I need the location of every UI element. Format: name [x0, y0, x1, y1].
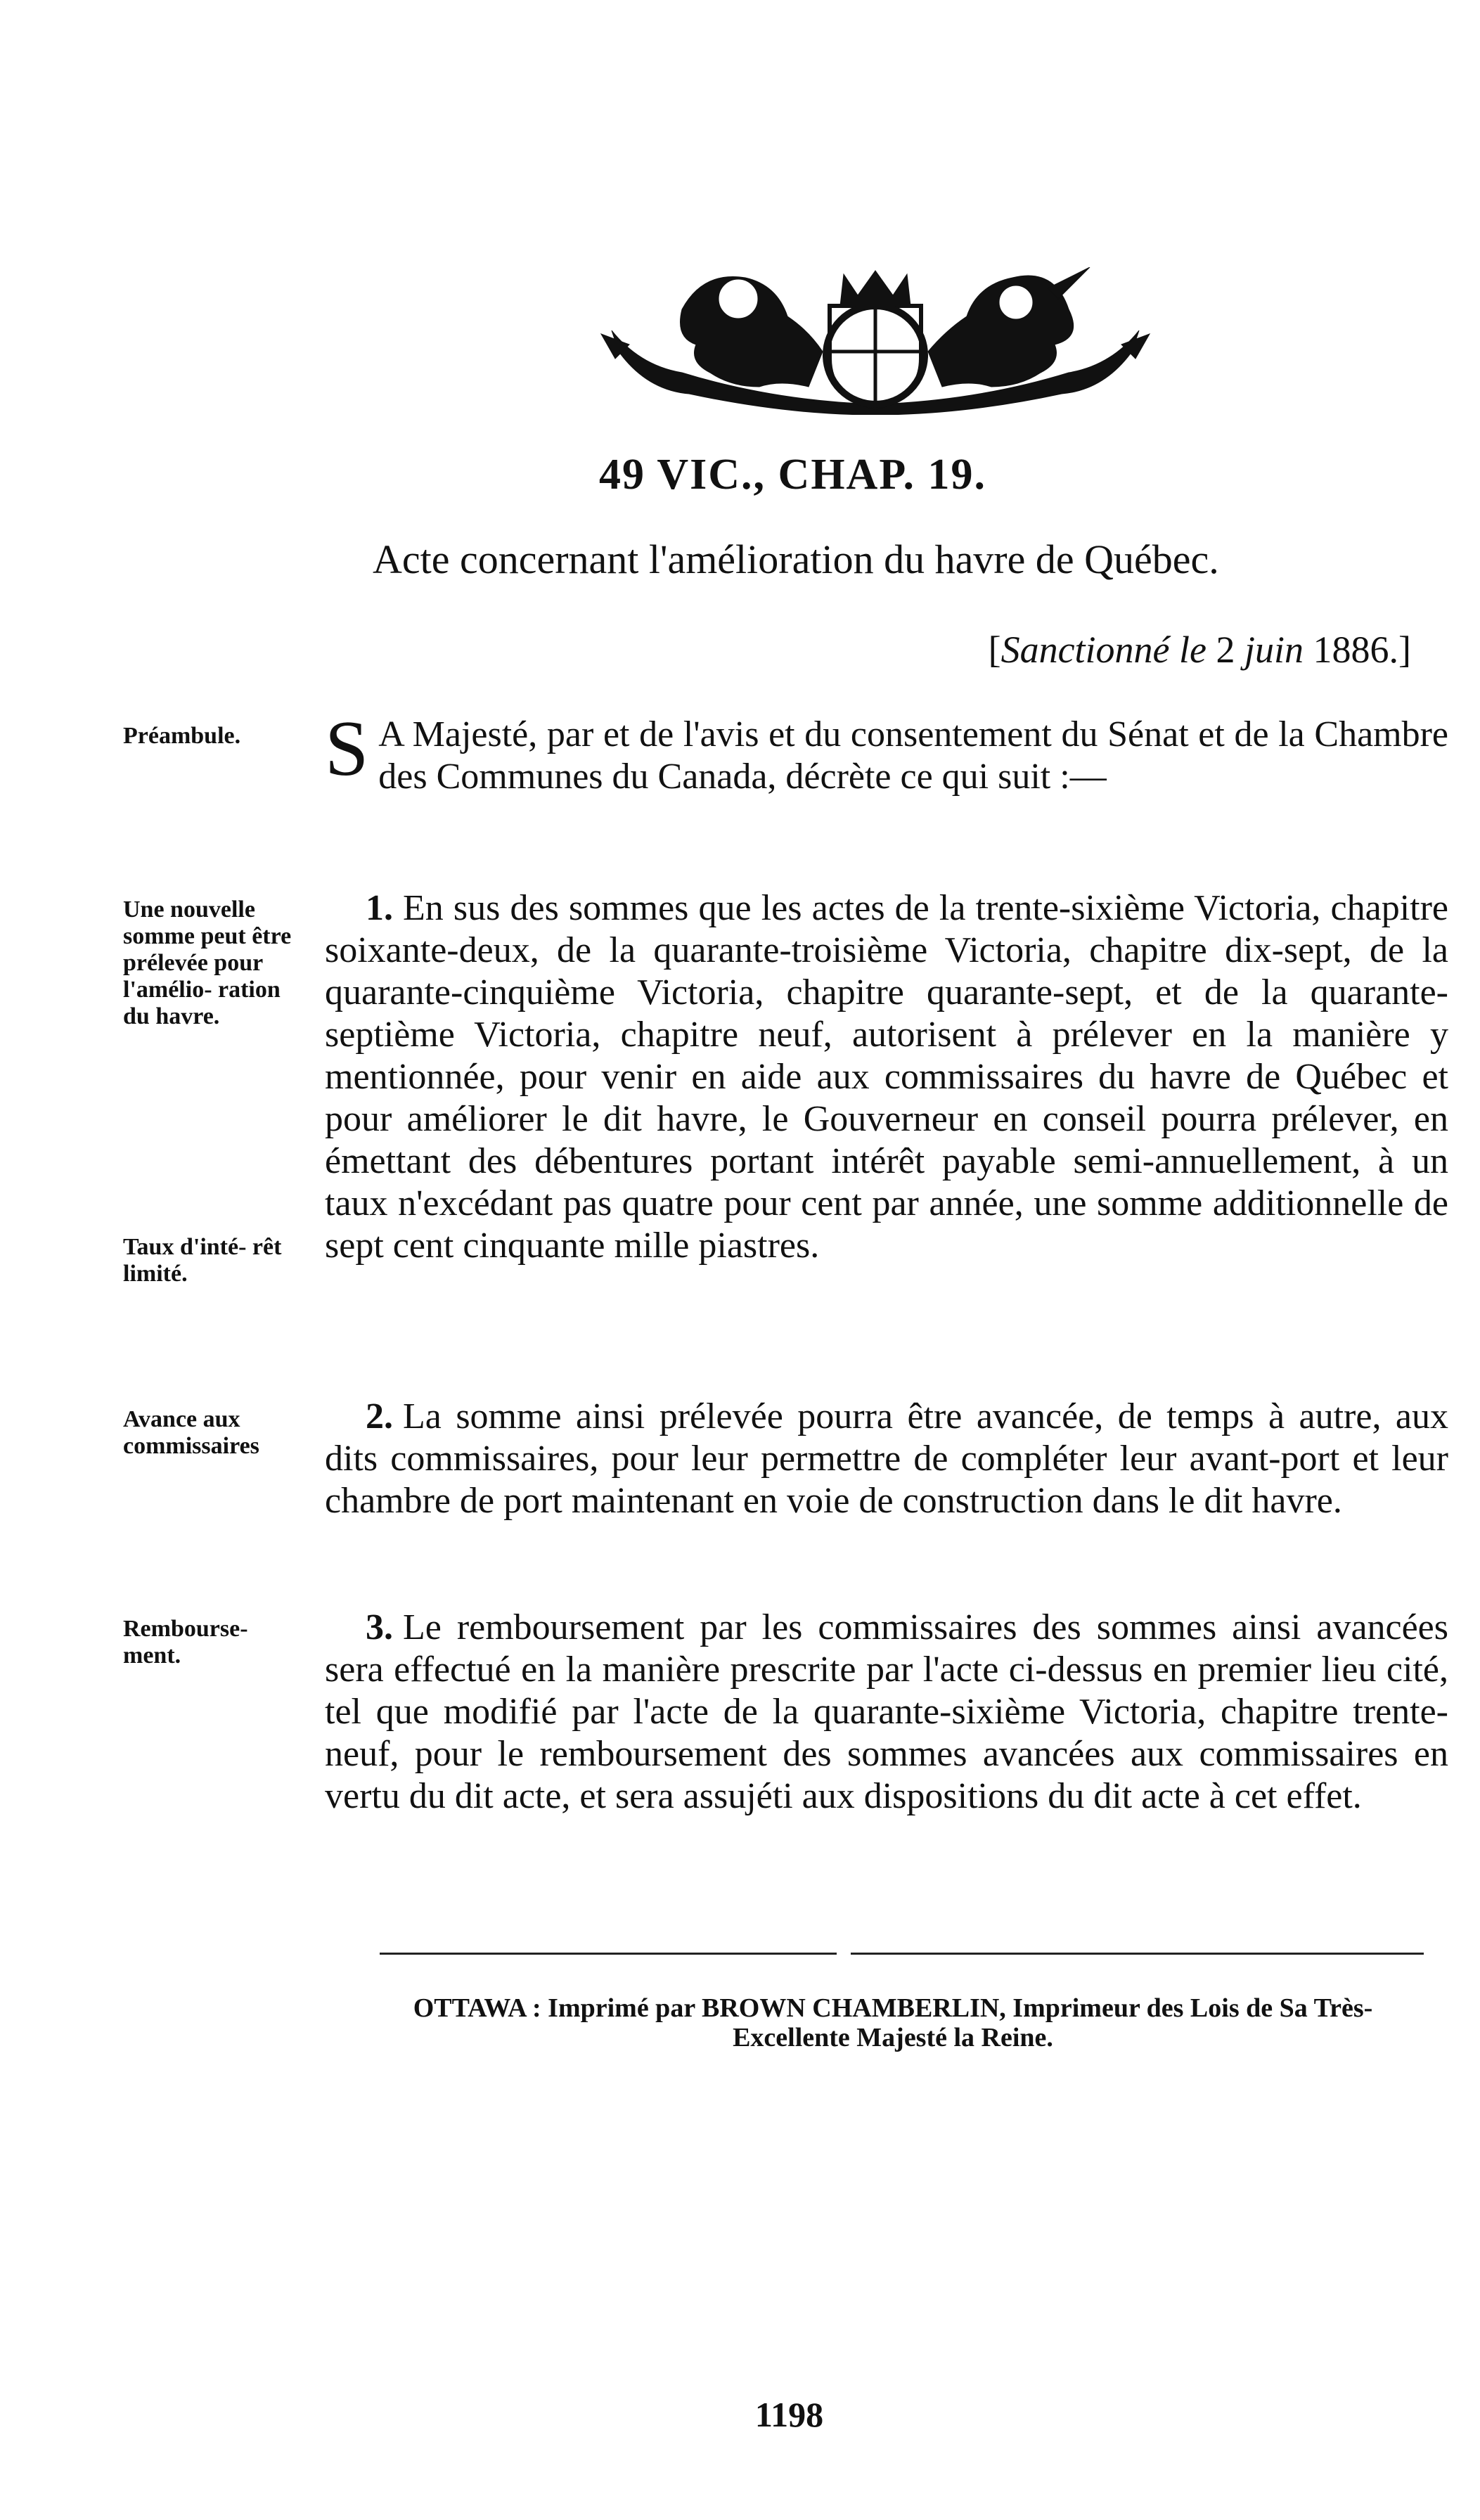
margin-note-advance: Avance aux commissaires: [123, 1406, 259, 1459]
section-3: 3. Le remboursement par les commissaires des sommes ainsi avancées sera effectué en la manière prescrite par l'acte ci-dessus en premier lieu cité, tel que modifié par l'acte de la quarante-sixième Victoria, chapitre trente-neuf, pour le remboursement des sommes avancées aux commissaires en vertu du dit acte, et sera assujéti aux dispositions du dit acte à cet effet.: [325, 1607, 1448, 1816]
chapter-title: 49 VIC., CHAP. 19.: [598, 451, 986, 499]
royal-coat-of-arms-icon: [598, 267, 1153, 415]
rule-right: [851, 1953, 1424, 1955]
margin-note-repayment: Rembourse- ment.: [123, 1616, 248, 1669]
margin-note-preamble: Préambule.: [123, 723, 241, 749]
margin-note-interest: Taux d'inté- rêt limité.: [123, 1234, 282, 1287]
printer-line-2: Excellente Majesté la Reine.: [733, 2023, 1053, 2052]
sanction-date: [Sanctionné le 2 juin 1886.]: [988, 629, 1411, 671]
section-3-number: 3.: [366, 1607, 393, 1647]
dropcap: S: [325, 705, 369, 792]
printer-imprint: [337, 1993, 1448, 2052]
section-1-number: 1.: [366, 888, 393, 928]
act-title: Acte concernant l'amélioration du havre de Québec.: [373, 536, 1219, 582]
preamble-paragraph: S A Majesté, par et de l'avis et du consentement du Sénat et de la Chambre des Communes du Canada, décrète ce qui suit :—: [325, 705, 1448, 797]
section-2: 2. La somme ainsi prélevée pourra être avancée, de temps à autre, aux dits commissaires, pour leur permettre de compléter leur avant-port et leur chambre de port maintenant en voie de construction dans le dit havre.: [325, 1396, 1448, 1521]
margin-note-new-sum: Une nouvelle somme peut être prélevée pour l'amélio- ration du havre.: [123, 896, 292, 1029]
section-2-number: 2.: [366, 1396, 393, 1436]
section-1: 1. En sus des sommes que les actes de la trente-sixième Victoria, chapitre soixante-deux, de la quarante-troisième Victoria, chapitre dix-sept, de la quarante-cinquième Victoria, chapitre quarante-sept, et de la quarante-septième Victoria, chapitre neuf, autorisent à prélever en la manière y mentionnée, pour venir en aide aux commissaires du havre de Québec et pour améliorer le dit havre, le Gouverneur en conseil pourra prélever, en émettant des débentures portant intérêt payable semi-annuellement, à un taux n'excédant pas quatre pour cent par année, une somme additionnelle de sept cent cinquante mille piastres.: [325, 888, 1448, 1266]
rule-left: [380, 1953, 837, 1955]
page-number: 1198: [754, 2395, 824, 2434]
printer-line-1: OTTAWA : Imprimé par BROWN CHAMBERLIN, Imprimeur des Lois de Sa Très-: [413, 1993, 1373, 2023]
